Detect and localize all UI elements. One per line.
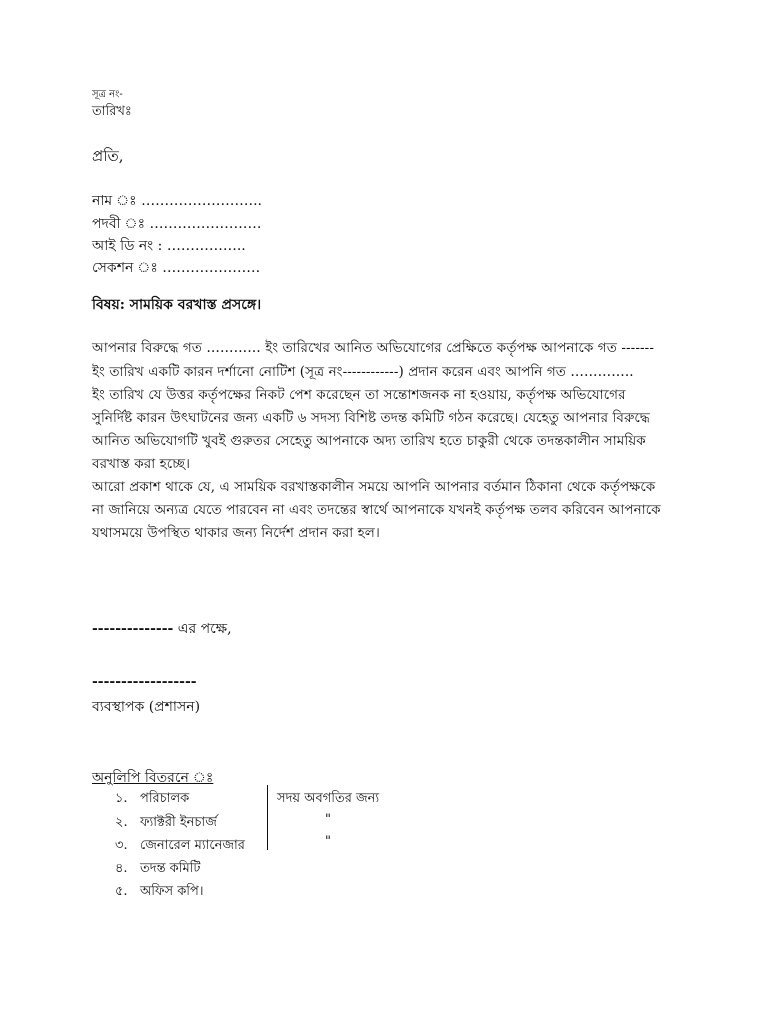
copy-item-label: ফ্যাক্টরী ইনচার্জ xyxy=(140,815,217,830)
on-behalf-text: এর পক্ষে, xyxy=(173,621,232,637)
copy-item-label: অফিস কপি। xyxy=(140,884,204,899)
body-line: ইং তারিখ যে উত্তর কর্তৃপক্ষের নিকট পেশ করেছেন তা সন্তোশজনক না হওয়ায়, কর্তৃপক্ষ অভিযোগের xyxy=(92,387,626,403)
recipient-section-field: সেকশন ঃ ………………… xyxy=(92,260,261,276)
copy-item-number: ৫. xyxy=(115,884,128,899)
body-line: বরখাস্ত করা হচ্ছে। xyxy=(92,456,191,472)
recipient-id-field: আই ডি নং : …………….. xyxy=(92,238,246,254)
copy-item-number: ৩. xyxy=(115,838,128,853)
copy-item-number: ২. xyxy=(115,815,128,830)
on-behalf-line xyxy=(92,617,232,641)
recipient-name-field: নাম ঃ …………………….. xyxy=(92,193,262,209)
subject-line: বিষয়: সাময়িক বরখাস্ত প্রসঙ্গে। xyxy=(92,297,262,313)
copy-distribution-heading: অনুলিপি বিতরনে ঃ xyxy=(92,770,214,786)
body-line: সুনির্দিষ্ট কারন উৎঘাটনের জন্য একটি ৬ সদস্য বিশিষ্ট তদন্ত কমিটি গঠন করেছে। যেহেতু আপনার বিরুদ্ধে xyxy=(92,410,650,426)
reference-number: সূত্র নং- xyxy=(92,89,123,100)
signature-line: ------------------ xyxy=(92,674,197,690)
body-line: না জানিয়ে অন্যত্র যেতে পারবেন না এবং তদন্তের স্বার্থে আপনাকে যখনই কর্তৃপক্ষ তলব করিবেন আপনাকে xyxy=(92,502,661,518)
copy-item-note: " xyxy=(325,834,331,849)
column-divider xyxy=(267,785,268,850)
copy-item-label: জেনারেল ম্যানেজার xyxy=(140,838,245,853)
copy-item-number: ১. xyxy=(115,791,128,806)
copy-item-number: ৪. xyxy=(115,861,128,876)
salutation: প্রতি, xyxy=(92,147,124,165)
body-line: যথাসময়ে উপস্থিত থাকার জন্য নির্দেশ প্রদান করা হল। xyxy=(92,525,380,541)
signatory-title: ব্যবস্থাপক (প্রশাসন) xyxy=(92,699,201,715)
copy-item-note: " xyxy=(325,812,331,827)
on-behalf-dashes: -------------- xyxy=(92,621,174,637)
copy-item-label: পরিচালক xyxy=(140,791,190,806)
copy-item-note: সদয় অবগতির জন্য xyxy=(277,791,380,806)
body-line: আনিত অভিযোগটি খুবই গুরুতর সেহেতু আপনাকে অদ্য তারিখ হতে চাকুরী থেকে তদন্তকালীন সাময়িক xyxy=(92,433,646,449)
recipient-designation-field: পদবী ঃ …………………… xyxy=(92,216,262,232)
date-field: তারিখঃ xyxy=(92,104,132,119)
copy-item-label: তদন্ত কমিটি xyxy=(140,861,201,876)
body-line: ইং তারিখ একটি কারন দর্শানো নোটিশ (সূত্র নং------------) প্রদান করেন এবং আপনি গত ………….. xyxy=(92,364,634,380)
body-line: আরো প্রকাশ থাকে যে, এ সাময়িক বরখাস্তকালীন সময়ে আপনি আপনার বর্তমান ঠিকানা থেকে কর্তৃপক্ষকে xyxy=(92,479,656,495)
body-line: আপনার বিরুদ্ধে গত ………… ইং তারিখের আনিত অভিযোগের প্রেক্ষিতে কর্তৃপক্ষ আপনাকে গত ------- xyxy=(92,340,654,356)
